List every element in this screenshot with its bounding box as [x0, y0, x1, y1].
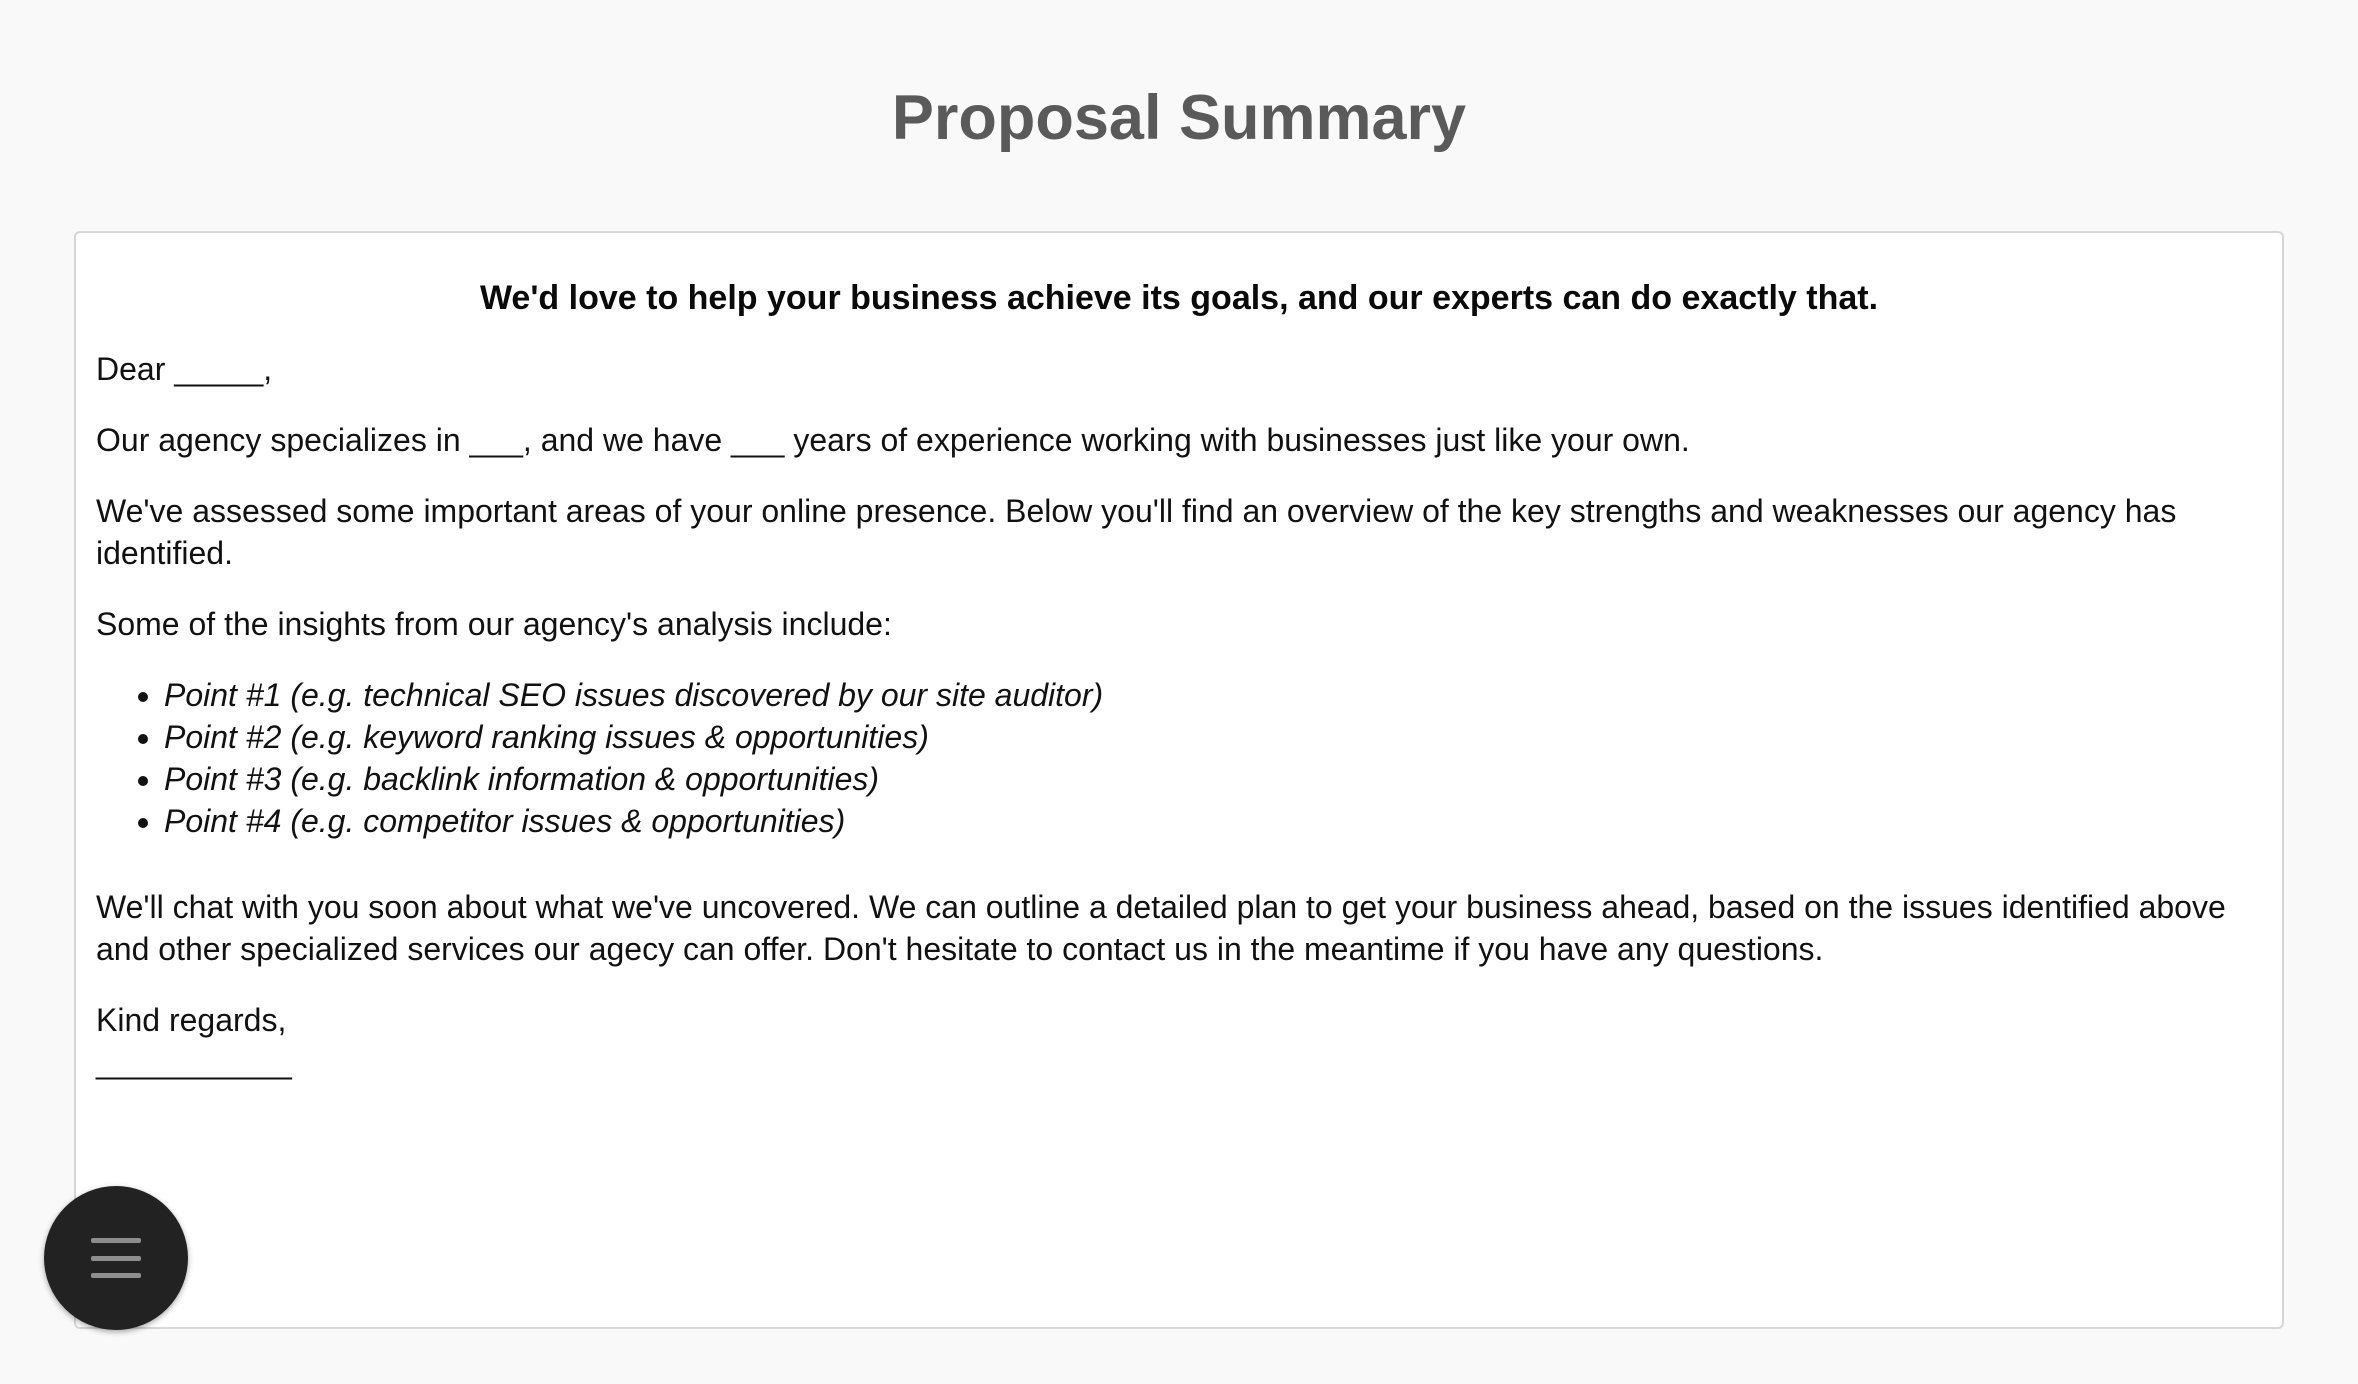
sign-off: Kind regards,	[96, 1002, 287, 1038]
insight-item: • Point #4 (e.g. competitor issues & opportunities)	[164, 800, 2262, 842]
hamburger-icon	[91, 1238, 141, 1278]
insight-item: • Point #3 (e.g. backlink information & opportunities)	[164, 758, 2262, 800]
signature-blank: ___________	[96, 1044, 292, 1080]
proposal-card	[74, 231, 2284, 1329]
letter-intro: Our agency specializes in ___, and we have ___ years of experience working with businesses just like your own.	[96, 422, 1690, 458]
letter-headline: We'd love to help your business achieve its goals, and our experts can do exactly that.	[479, 279, 1879, 317]
letter-assessment: We've assessed some important areas of your online presence. Below you'll find an overview of the key strengths and weaknesses our agency has identified.	[96, 493, 2177, 571]
insights-lead: Some of the insights from our agency's analysis include:	[96, 606, 892, 642]
page-title: Proposal Summary	[891, 83, 1467, 153]
menu-button[interactable]	[44, 1186, 188, 1330]
insight-item: • Point #2 (e.g. keyword ranking issues & opportunities)	[164, 716, 2262, 758]
insights-list	[96, 674, 2262, 842]
letter-greeting: Dear _____,	[96, 351, 273, 387]
insight-item: • Point #1 (e.g. technical SEO issues discovered by our site auditor)	[164, 674, 2262, 716]
closing-paragraph: We'll chat with you soon about what we've uncovered. We can outline a detailed plan to get your business ahead, based on the issues identified above and other specialized services our agecy can offer. Don't hesitate to contact us in the meantime if you have any questions.	[96, 889, 2226, 967]
